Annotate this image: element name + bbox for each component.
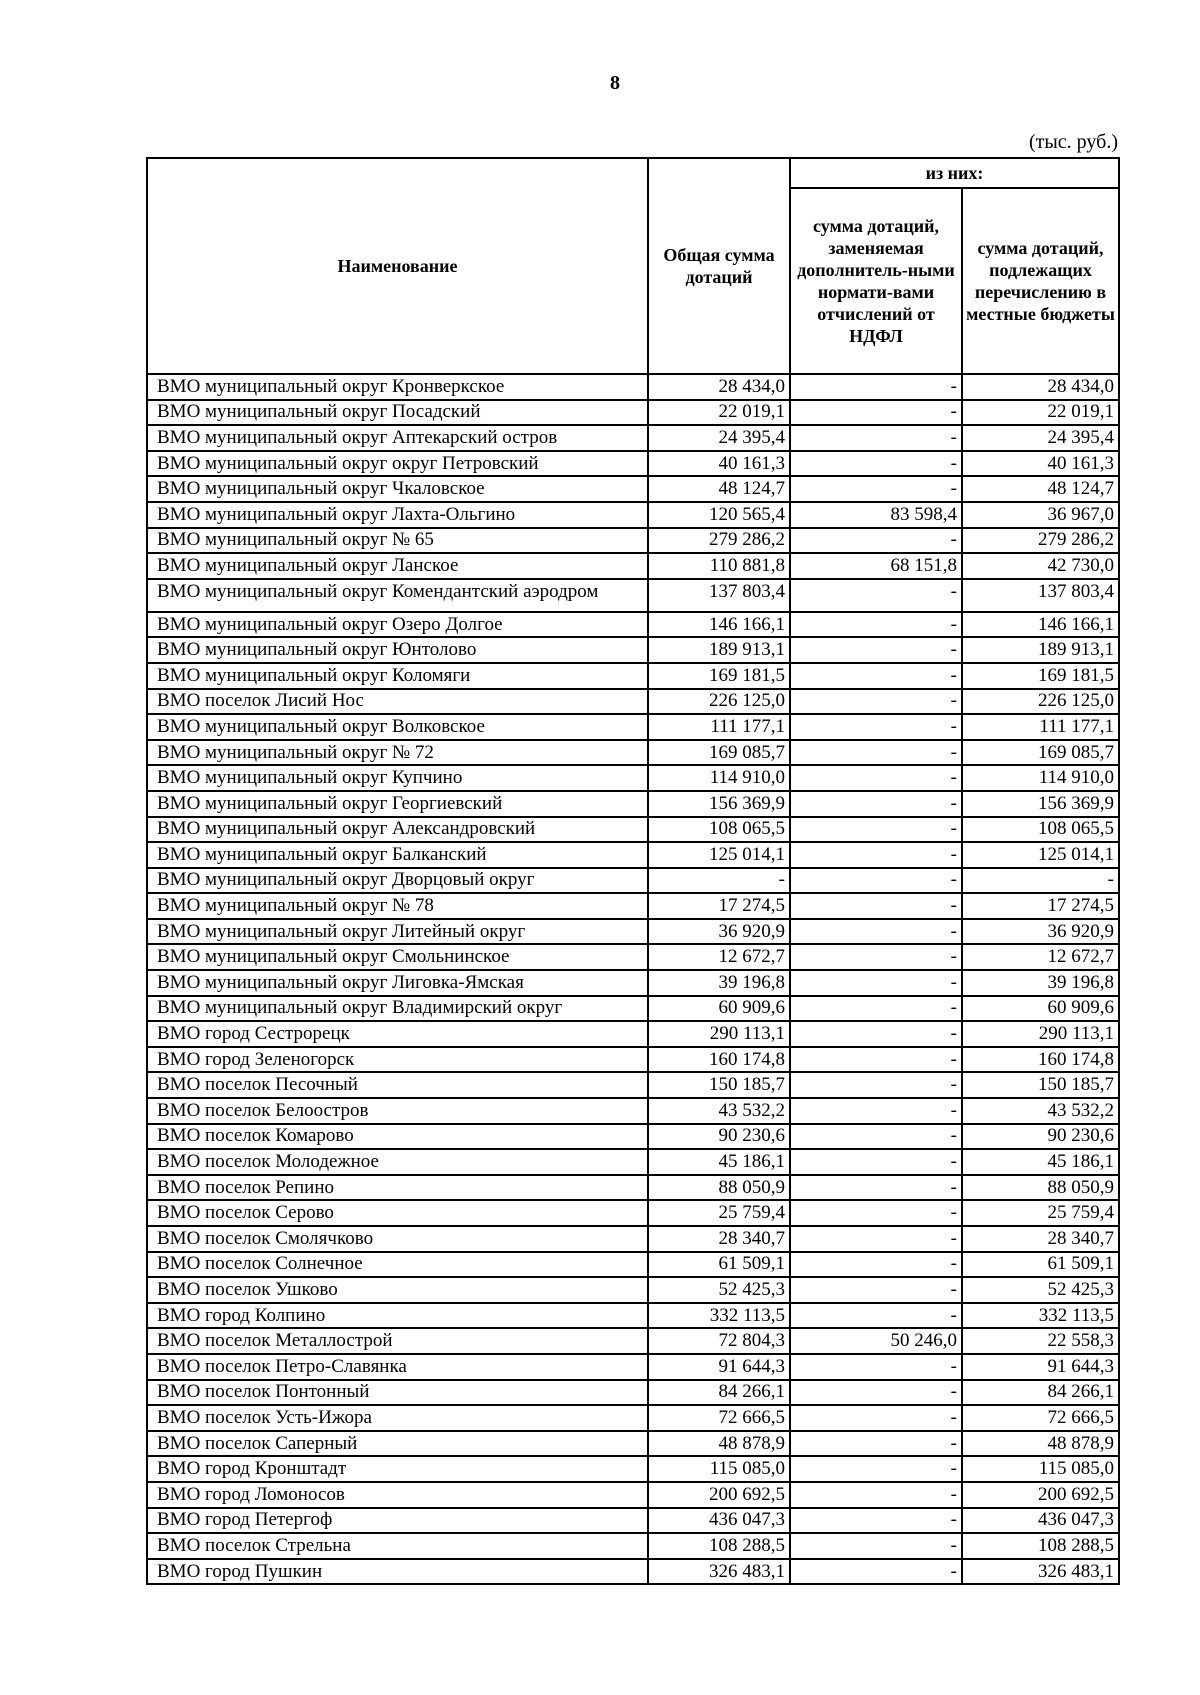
cell-total: 169 085,7 [648,740,790,766]
table-row [147,765,1119,791]
cell-name: ВМО муниципальный округ Коломяги [147,663,648,689]
cell-total: 146 166,1 [648,612,790,638]
cell-local: 42 730,0 [962,553,1119,579]
cell-name: ВМО поселок Саперный [147,1431,648,1457]
table-row [147,893,1119,919]
cell-ndfl: - [790,451,962,477]
header-total: Общая сумма дотаций [648,158,790,374]
cell-name: ВМО муниципальный округ Аптекарский остров [147,425,648,451]
cell-ndfl: - [790,817,962,843]
cell-total: 125 014,1 [648,842,790,868]
cell-name: ВМО поселок Смолячково [147,1226,648,1252]
cell-local: 43 532,2 [962,1098,1119,1124]
table-row [147,1303,1119,1329]
table-row [147,1559,1119,1585]
cell-local: 28 340,7 [962,1226,1119,1252]
cell-ndfl: - [790,1072,962,1098]
cell-ndfl: - [790,374,962,400]
cell-name: ВМО муниципальный округ Чкаловское [147,476,648,502]
cell-local: 28 434,0 [962,374,1119,400]
table-row [147,553,1119,579]
cell-total: 88 050,9 [648,1175,790,1201]
cell-total: 24 395,4 [648,425,790,451]
cell-name: ВМО муниципальный округ № 78 [147,893,648,919]
cell-total: 40 161,3 [648,451,790,477]
table-row [147,1021,1119,1047]
cell-ndfl: - [790,714,962,740]
cell-ndfl: - [790,1277,962,1303]
cell-local: 226 125,0 [962,689,1119,715]
cell-name: ВМО поселок Молодежное [147,1149,648,1175]
table-row [147,996,1119,1022]
cell-name: ВМО город Ломоносов [147,1482,648,1508]
table-row [147,689,1119,715]
table-row [147,1149,1119,1175]
cell-total: 290 113,1 [648,1021,790,1047]
table-row [147,476,1119,502]
cell-total: 150 185,7 [648,1072,790,1098]
cell-ndfl: - [790,1047,962,1073]
cell-total: 72 666,5 [648,1405,790,1431]
cell-local: 169 085,7 [962,740,1119,766]
table-row [147,1252,1119,1278]
cell-local: 61 509,1 [962,1252,1119,1278]
cell-local: - [962,868,1119,894]
table-row [147,663,1119,689]
cell-local: 111 177,1 [962,714,1119,740]
cell-name: ВМО поселок Понтонный [147,1380,648,1406]
cell-local: 125 014,1 [962,842,1119,868]
table-row [147,1405,1119,1431]
table-row [147,817,1119,843]
cell-total: 108 065,5 [648,817,790,843]
header-name: Наименование [147,158,648,374]
table-body [147,374,1119,1584]
cell-name: ВМО поселок Солнечное [147,1252,648,1278]
table-row [147,714,1119,740]
cell-name: ВМО муниципальный округ Ланское [147,553,648,579]
cell-total: 61 509,1 [648,1252,790,1278]
cell-ndfl: - [790,842,962,868]
cell-ndfl: - [790,663,962,689]
cell-local: 137 803,4 [962,579,1119,612]
table-row [147,1277,1119,1303]
table-row [147,944,1119,970]
cell-total: 90 230,6 [648,1124,790,1150]
cell-ndfl: - [790,1149,962,1175]
cell-ndfl: - [790,1200,962,1226]
cell-total: 226 125,0 [648,689,790,715]
cell-total: 326 483,1 [648,1559,790,1585]
cell-local: 17 274,5 [962,893,1119,919]
cell-ndfl: - [790,765,962,791]
cell-name: ВМО поселок Ушково [147,1277,648,1303]
cell-ndfl: - [790,612,962,638]
cell-ndfl: - [790,1354,962,1380]
cell-total: 108 288,5 [648,1533,790,1559]
cell-name: ВМО поселок Усть-Ижора [147,1405,648,1431]
cell-total: 45 186,1 [648,1149,790,1175]
table-row [147,1482,1119,1508]
cell-total: 200 692,5 [648,1482,790,1508]
header-ndfl: сумма дотаций, заменяемая дополнитель-ными нормати-вами отчислений от НДФЛ [790,188,962,374]
table-row [147,579,1119,612]
cell-name: ВМО город Пушкин [147,1559,648,1585]
cell-ndfl: - [790,1380,962,1406]
cell-name: ВМО поселок Лисий Нос [147,689,648,715]
cell-local: 326 483,1 [962,1559,1119,1585]
cell-name: ВМО поселок Репино [147,1175,648,1201]
cell-name: ВМО муниципальный округ Комендантский аэродром [147,579,648,612]
cell-total: 111 177,1 [648,714,790,740]
cell-ndfl: - [790,1124,962,1150]
cell-ndfl: - [790,637,962,663]
cell-ndfl: - [790,868,962,894]
cell-local: 189 913,1 [962,637,1119,663]
table-row [147,1098,1119,1124]
cell-ndfl: - [790,425,962,451]
cell-ndfl: - [790,1508,962,1534]
cell-local: 39 196,8 [962,970,1119,996]
cell-name: ВМО муниципальный округ Дворцовый округ [147,868,648,894]
cell-total: 110 881,8 [648,553,790,579]
cell-ndfl: 50 246,0 [790,1328,962,1354]
cell-name: ВМО муниципальный округ Александровский [147,817,648,843]
cell-ndfl: - [790,1405,962,1431]
cell-name: ВМО муниципальный округ Купчино [147,765,648,791]
cell-name: ВМО муниципальный округ Юнтолово [147,637,648,663]
cell-local: 48 878,9 [962,1431,1119,1457]
cell-local: 108 288,5 [962,1533,1119,1559]
table-row [147,1047,1119,1073]
cell-total: 114 910,0 [648,765,790,791]
table-row [147,1456,1119,1482]
cell-ndfl: - [790,944,962,970]
cell-local: 169 181,5 [962,663,1119,689]
cell-local: 146 166,1 [962,612,1119,638]
table-row [147,1226,1119,1252]
cell-total: - [648,868,790,894]
table-row [147,612,1119,638]
table-row [147,1328,1119,1354]
cell-name: ВМО муниципальный округ Владимирский округ [147,996,648,1022]
cell-local: 200 692,5 [962,1482,1119,1508]
cell-total: 36 920,9 [648,919,790,945]
table-row [147,842,1119,868]
cell-total: 52 425,3 [648,1277,790,1303]
table-row [147,451,1119,477]
cell-total: 120 565,4 [648,502,790,528]
cell-name: ВМО город Сестрорецк [147,1021,648,1047]
table-row [147,1124,1119,1150]
cell-name: ВМО поселок Петро-Славянка [147,1354,648,1380]
table-row [147,1508,1119,1534]
cell-name: ВМО город Кронштадт [147,1456,648,1482]
cell-ndfl: - [790,1456,962,1482]
subsidies-table [146,157,1120,1585]
cell-ndfl: - [790,1431,962,1457]
cell-total: 91 644,3 [648,1354,790,1380]
cell-name: ВМО муниципальный округ Лиговка-Ямская [147,970,648,996]
cell-local: 114 910,0 [962,765,1119,791]
cell-total: 332 113,5 [648,1303,790,1329]
table-row [147,1431,1119,1457]
table-row [147,637,1119,663]
cell-local: 12 672,7 [962,944,1119,970]
table-row [147,1380,1119,1406]
cell-name: ВМО муниципальный округ Лахта-Ольгино [147,502,648,528]
table-row [147,970,1119,996]
cell-ndfl: - [790,1482,962,1508]
cell-total: 156 369,9 [648,791,790,817]
cell-total: 22 019,1 [648,400,790,426]
cell-total: 436 047,3 [648,1508,790,1534]
table-row [147,868,1119,894]
cell-local: 48 124,7 [962,476,1119,502]
cell-local: 25 759,4 [962,1200,1119,1226]
table-row [147,740,1119,766]
cell-name: ВМО муниципальный округ Кронверкское [147,374,648,400]
cell-name: ВМО муниципальный округ Смольнинское [147,944,648,970]
table-row [147,1200,1119,1226]
cell-local: 160 174,8 [962,1047,1119,1073]
cell-ndfl: - [790,1303,962,1329]
cell-local: 84 266,1 [962,1380,1119,1406]
cell-ndfl: - [790,1226,962,1252]
cell-total: 160 174,8 [648,1047,790,1073]
cell-name: ВМО муниципальный округ Озеро Долгое [147,612,648,638]
cell-local: 290 113,1 [962,1021,1119,1047]
cell-ndfl: - [790,689,962,715]
cell-name: ВМО муниципальный округ Посадский [147,400,648,426]
cell-total: 28 340,7 [648,1226,790,1252]
cell-total: 137 803,4 [648,579,790,612]
cell-local: 40 161,3 [962,451,1119,477]
cell-ndfl: - [790,1175,962,1201]
cell-name: ВМО поселок Комарово [147,1124,648,1150]
cell-ndfl: - [790,1098,962,1124]
table-row [147,791,1119,817]
cell-local: 436 047,3 [962,1508,1119,1534]
header-local: сумма дотаций, подлежащих перечислению в местные бюджеты [962,188,1119,374]
cell-ndfl: - [790,400,962,426]
cell-total: 25 759,4 [648,1200,790,1226]
cell-ndfl: - [790,970,962,996]
cell-ndfl: - [790,528,962,554]
cell-local: 108 065,5 [962,817,1119,843]
cell-total: 72 804,3 [648,1328,790,1354]
cell-ndfl: - [790,1252,962,1278]
cell-name: ВМО муниципальный округ округ Петровский [147,451,648,477]
table-row [147,1072,1119,1098]
cell-total: 48 124,7 [648,476,790,502]
cell-total: 115 085,0 [648,1456,790,1482]
cell-total: 28 434,0 [648,374,790,400]
table-row [147,1354,1119,1380]
cell-local: 36 967,0 [962,502,1119,528]
cell-name: ВМО поселок Стрельна [147,1533,648,1559]
cell-name: ВМО город Колпино [147,1303,648,1329]
table-row [147,425,1119,451]
cell-ndfl: - [790,893,962,919]
cell-local: 115 085,0 [962,1456,1119,1482]
cell-total: 84 266,1 [648,1380,790,1406]
cell-local: 60 909,6 [962,996,1119,1022]
cell-ndfl: - [790,476,962,502]
table-row [147,1533,1119,1559]
cell-name: ВМО поселок Белоостров [147,1098,648,1124]
table-row [147,1175,1119,1201]
cell-local: 22 019,1 [962,400,1119,426]
cell-ndfl: - [790,740,962,766]
cell-name: ВМО поселок Серово [147,1200,648,1226]
cell-local: 90 230,6 [962,1124,1119,1150]
cell-local: 279 286,2 [962,528,1119,554]
cell-local: 36 920,9 [962,919,1119,945]
cell-local: 150 185,7 [962,1072,1119,1098]
cell-ndfl: - [790,1533,962,1559]
cell-total: 189 913,1 [648,637,790,663]
page-number: 8 [610,72,620,94]
cell-local: 332 113,5 [962,1303,1119,1329]
cell-name: ВМО муниципальный округ № 65 [147,528,648,554]
cell-local: 52 425,3 [962,1277,1119,1303]
cell-total: 169 181,5 [648,663,790,689]
cell-local: 72 666,5 [962,1405,1119,1431]
cell-name: ВМО муниципальный округ Балканский [147,842,648,868]
cell-name: ВМО город Зеленогорск [147,1047,648,1073]
cell-ndfl: - [790,919,962,945]
cell-name: ВМО город Петергоф [147,1508,648,1534]
cell-name: ВМО муниципальный округ № 72 [147,740,648,766]
cell-total: 60 909,6 [648,996,790,1022]
cell-total: 17 274,5 [648,893,790,919]
table-row [147,400,1119,426]
cell-total: 279 286,2 [648,528,790,554]
cell-ndfl: 68 151,8 [790,553,962,579]
cell-name: ВМО поселок Металлострой [147,1328,648,1354]
cell-local: 22 558,3 [962,1328,1119,1354]
units-label: (тыс. руб.) [1028,131,1118,153]
cell-local: 156 369,9 [962,791,1119,817]
cell-ndfl: 83 598,4 [790,502,962,528]
cell-name: ВМО муниципальный округ Георгиевский [147,791,648,817]
cell-name: ВМО муниципальный округ Волковское [147,714,648,740]
cell-total: 43 532,2 [648,1098,790,1124]
cell-total: 39 196,8 [648,970,790,996]
cell-ndfl: - [790,791,962,817]
cell-total: 48 878,9 [648,1431,790,1457]
cell-name: ВМО поселок Песочный [147,1072,648,1098]
table-row [147,528,1119,554]
header-of-which: из них: [790,158,1119,188]
cell-ndfl: - [790,579,962,612]
cell-local: 88 050,9 [962,1175,1119,1201]
cell-ndfl: - [790,996,962,1022]
table-row [147,374,1119,400]
cell-ndfl: - [790,1021,962,1047]
cell-local: 91 644,3 [962,1354,1119,1380]
cell-total: 12 672,7 [648,944,790,970]
table-row [147,502,1119,528]
table-row [147,919,1119,945]
cell-local: 45 186,1 [962,1149,1119,1175]
cell-local: 24 395,4 [962,425,1119,451]
cell-name: ВМО муниципальный округ Литейный округ [147,919,648,945]
cell-ndfl: - [790,1559,962,1585]
